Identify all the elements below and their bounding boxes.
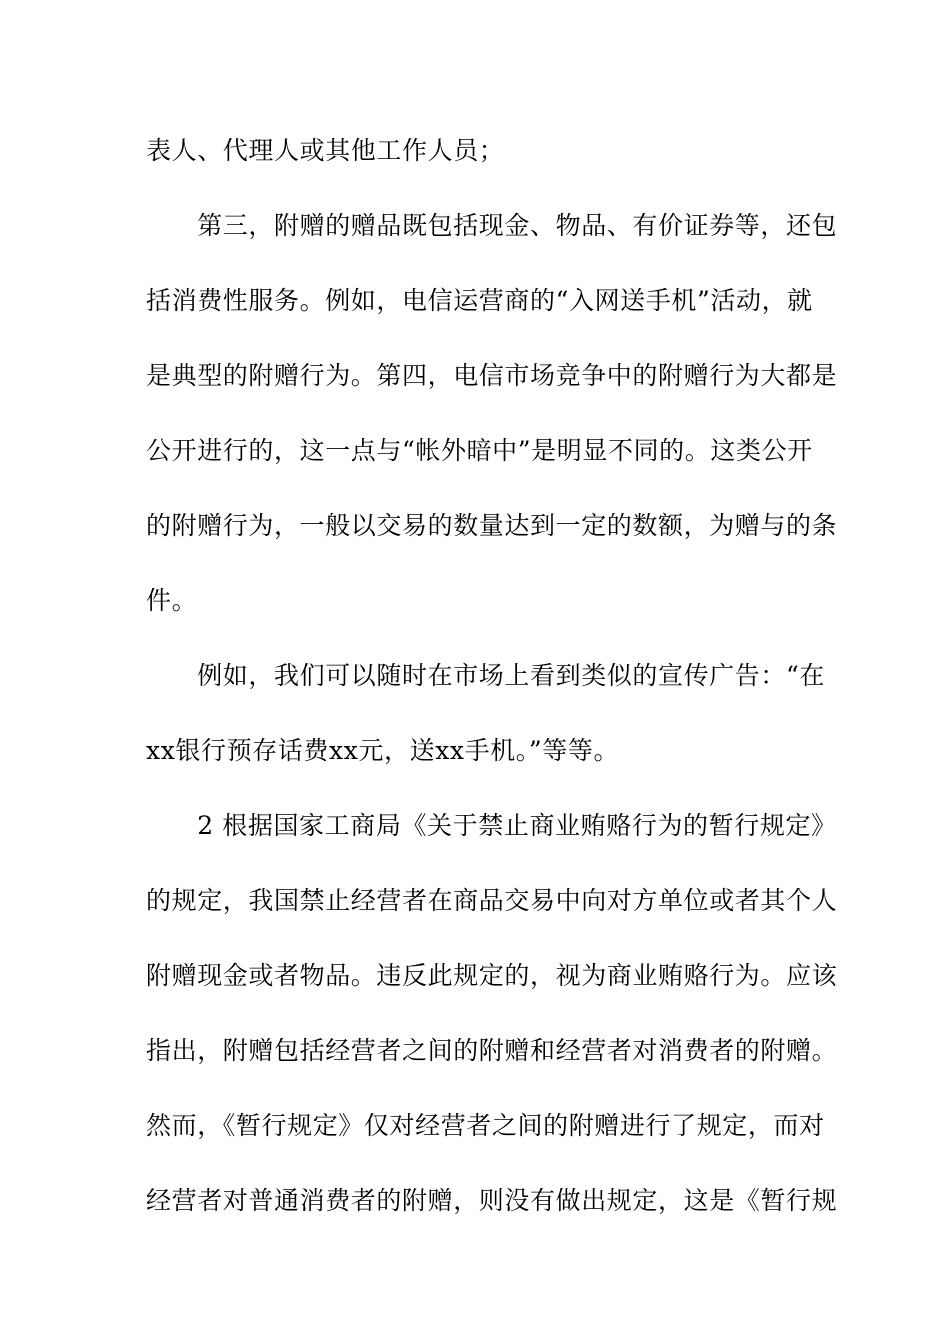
text-line: 的规定，我国禁止经营者在商品交易中向对方单位或者其个人: [146, 886, 838, 915]
text-line: 指出，附赠包括经营者之间的附赠和经营者对消费者的附赠。: [146, 1036, 838, 1065]
text-line: 第三，附赠的赠品既包括现金、物品、有价证券等，还包: [146, 211, 838, 240]
text-line: 然而，《暂行规定》仅对经营者之间的附赠进行了规定，而对: [146, 1111, 825, 1140]
text-line: 的附赠行为，一般以交易的数量达到一定的数额，为赠与的条: [146, 511, 838, 540]
text-line: 表人、代理人或其他工作人员；: [146, 136, 505, 165]
text-line: 括消费性服务。例如，电信运营商的“入网送手机”活动，就: [146, 286, 813, 315]
text-line: xx银行预存话费xx元，送xx手机。”等等。: [146, 736, 620, 765]
text-line: 2 根据国家工商局《关于禁止商业贿赂行为的暂行规定》: [146, 811, 837, 840]
text-line: 件。: [146, 586, 198, 615]
text-line: 附赠现金或者物品。违反此规定的，视为商业贿赂行为。应该: [146, 961, 838, 990]
text-line: 公开进行的，这一点与“帐外暗中”是明显不同的。这类公开: [146, 436, 813, 465]
text-line: 例如，我们可以随时在市场上看到类似的宣传广告：“在: [146, 661, 825, 690]
text-line: 经营者对普通消费者的附赠，则没有做出规定，这是《暂行规: [146, 1186, 838, 1215]
text-line: 是典型的附赠行为。第四，电信市场竞争中的附赠行为大都是: [146, 361, 838, 390]
